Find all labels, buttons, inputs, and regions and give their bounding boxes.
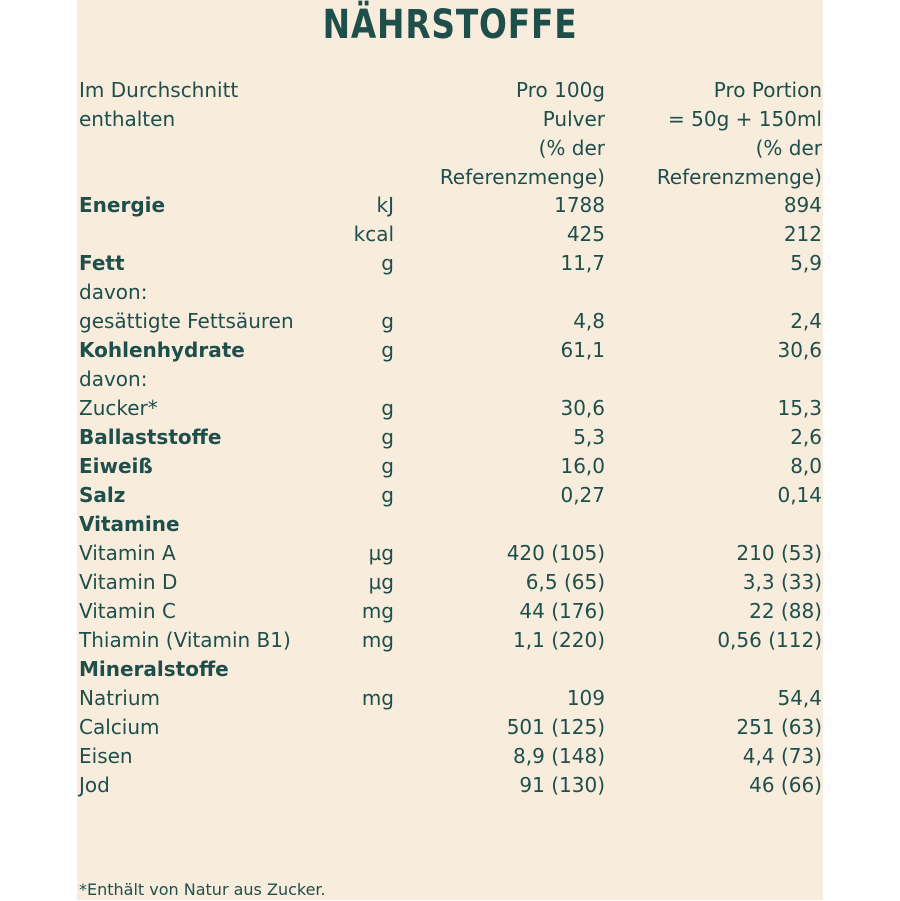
table-row [77, 597, 823, 626]
value-per-portion: 2,6 [790, 425, 822, 449]
table-row [77, 191, 823, 220]
header-col-per-100g [440, 76, 605, 192]
nutrient-unit: mg [361, 628, 394, 652]
value-per-portion: 3,3 (33) [742, 570, 822, 594]
table-row [77, 481, 823, 510]
table-row [77, 655, 823, 684]
nutrient-name: davon: [79, 367, 148, 391]
table-row [77, 394, 823, 423]
value-per-portion: 0,56 (112) [717, 628, 822, 652]
value-per-100g: 420 (105) [506, 541, 605, 565]
nutrient-name: Vitamin A [79, 541, 176, 565]
nutrient-unit: g [381, 454, 394, 478]
value-per-100g: 30,6 [560, 396, 605, 420]
value-per-100g: 501 (125) [506, 715, 605, 739]
table-row [77, 278, 823, 307]
value-per-portion: 22 (88) [749, 599, 822, 623]
header-text: = 50g + 150ml [668, 107, 822, 131]
header-text: Referenzmenge) [656, 165, 822, 189]
nutrition-table-body [77, 191, 823, 800]
nutrient-name: davon: [79, 280, 148, 304]
nutrient-name: Jod [79, 773, 110, 797]
nutrient-unit: mg [361, 599, 394, 623]
value-per-portion: 212 [783, 222, 822, 246]
table-row [77, 771, 823, 800]
value-per-100g: 8,9 (148) [513, 744, 605, 768]
value-per-100g: 61,1 [560, 338, 605, 362]
value-per-100g: 0,27 [560, 483, 605, 507]
value-per-100g: 44 (176) [519, 599, 605, 623]
table-row [77, 249, 823, 278]
value-per-portion: 5,9 [790, 251, 822, 275]
header-text: Pulver [542, 107, 605, 131]
header-text: (% der [755, 136, 822, 160]
value-per-portion: 210 (53) [736, 541, 822, 565]
value-per-portion: 30,6 [777, 338, 822, 362]
value-per-100g: 11,7 [560, 251, 605, 275]
value-per-portion: 46 (66) [749, 773, 822, 797]
nutrient-unit: g [381, 425, 394, 449]
value-per-100g: 1788 [554, 193, 605, 217]
nutrient-name: Calcium [79, 715, 160, 739]
nutrient-unit: kJ [376, 193, 394, 217]
nutrient-unit: mg [361, 686, 394, 710]
value-per-portion: 251 (63) [736, 715, 822, 739]
value-per-portion: 15,3 [777, 396, 822, 420]
nutrient-name: Zucker* [79, 396, 158, 420]
nutrient-name: Thiamin (Vitamin B1) [79, 628, 291, 652]
nutrient-unit: g [381, 251, 394, 275]
nutrient-unit: kcal [353, 222, 394, 246]
table-row [77, 510, 823, 539]
value-per-portion: 2,4 [790, 309, 822, 333]
table-row [77, 684, 823, 713]
nutrient-name: Mineralstoffe [79, 657, 229, 681]
nutrient-name: Salz [79, 483, 126, 507]
value-per-portion: 0,14 [777, 483, 822, 507]
value-per-100g: 4,8 [573, 309, 605, 333]
header-text: Im Durchschnitt [79, 78, 239, 102]
nutrient-name: Fett [79, 251, 125, 275]
nutrient-unit: g [381, 338, 394, 362]
table-row [77, 626, 823, 655]
value-per-100g: 6,5 (65) [525, 570, 605, 594]
header-text: Pro 100g [516, 78, 605, 102]
value-per-100g: 5,3 [573, 425, 605, 449]
nutrient-unit: µg [368, 570, 394, 594]
page-title: NÄHRSTOFFE [322, 2, 578, 48]
nutrient-unit: g [381, 483, 394, 507]
header-col-per-portion [657, 76, 822, 192]
table-row [77, 365, 823, 394]
value-per-100g: 16,0 [560, 454, 605, 478]
header-text: Referenzmenge) [439, 165, 605, 189]
footnote: *Enthält von Natur aus Zucker. [79, 880, 326, 899]
value-per-portion: 8,0 [790, 454, 822, 478]
nutrient-name: gesättigte Fettsäuren [79, 309, 294, 333]
nutrient-unit: µg [368, 541, 394, 565]
table-row [77, 423, 823, 452]
value-per-portion: 4,4 (73) [742, 744, 822, 768]
nutrient-name: Vitamin D [79, 570, 178, 594]
nutrient-name: Vitamin C [79, 599, 176, 623]
nutrient-name: Energie [79, 193, 166, 217]
nutrient-name: Eisen [79, 744, 133, 768]
nutrient-name: Kohlenhydrate [79, 338, 245, 362]
header-col-average [79, 76, 238, 134]
header-text: Pro Portion [713, 78, 822, 102]
nutrient-name: Vitamine [79, 512, 180, 536]
nutrition-panel [77, 0, 823, 900]
table-row [77, 452, 823, 481]
table-row [77, 307, 823, 336]
value-per-100g: 91 (130) [519, 773, 605, 797]
nutrient-unit: g [381, 396, 394, 420]
nutrient-unit: g [381, 309, 394, 333]
table-row [77, 568, 823, 597]
table-row [77, 336, 823, 365]
table-header [77, 76, 823, 192]
value-per-portion: 54,4 [777, 686, 822, 710]
value-per-portion: 894 [783, 193, 822, 217]
table-row [77, 539, 823, 568]
nutrient-name: Ballaststoffe [79, 425, 222, 449]
table-row [77, 742, 823, 771]
value-per-100g: 109 [566, 686, 605, 710]
table-row [77, 713, 823, 742]
header-text: (% der [538, 136, 605, 160]
value-per-100g: 1,1 (220) [513, 628, 605, 652]
nutrient-name: Eiweiß [79, 454, 153, 478]
header-text: enthalten [79, 107, 176, 131]
nutrient-name: Natrium [79, 686, 160, 710]
value-per-100g: 425 [566, 222, 605, 246]
table-row [77, 220, 823, 249]
